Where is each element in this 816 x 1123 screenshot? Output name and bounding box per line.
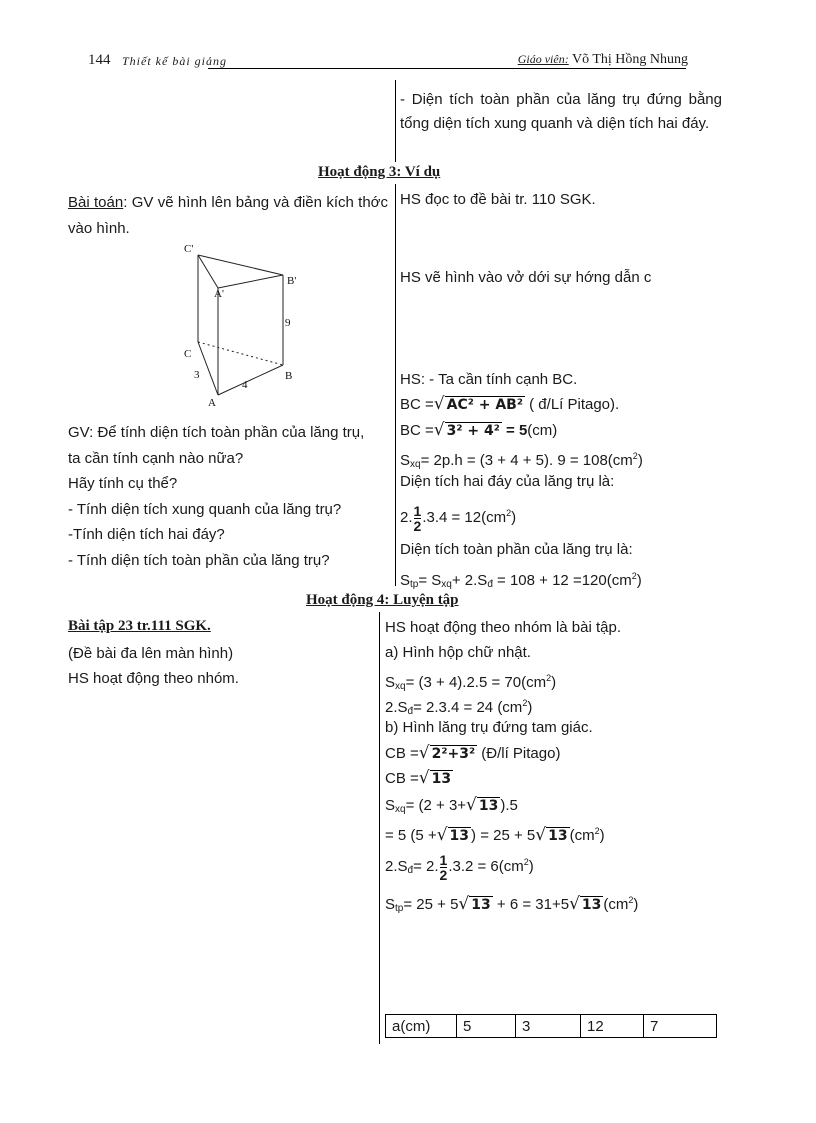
sup-2: 2 (632, 451, 638, 461)
frac-den: 2 (439, 866, 448, 883)
equals-s: = S (418, 572, 442, 589)
problem-text: : GV vẽ hình lên bảng và điền kích thớc vào hình. (68, 194, 389, 237)
radicand-13: 13 (471, 897, 491, 913)
gv-q5: -Tính diện tích hai đáy? (68, 526, 225, 543)
label-c: C (184, 348, 192, 360)
coef-2: 2. (400, 509, 413, 526)
radicand-13: 13 (478, 798, 499, 814)
bc-label: BC = (400, 396, 434, 413)
sup-2: 2 (523, 857, 529, 867)
page-number: 144 (88, 52, 111, 68)
frac-den: 2 (413, 517, 422, 534)
book-title: Thiết kế bài giảng (122, 54, 227, 68)
label-a: A (208, 397, 216, 409)
bc-result: = 5 (506, 422, 528, 439)
exercise-title: Bài tập 23 tr.111 SGK. (68, 618, 211, 634)
equals-2: = 2. (413, 858, 439, 875)
base-area-value: .3.4 = 12(cm (422, 509, 507, 526)
fraction-half (414, 504, 422, 533)
table-cell: 12 (581, 1015, 644, 1038)
fraction-half (440, 853, 448, 882)
sub-xq: xq (395, 804, 406, 815)
total-area-title: Diện tích toàn phần của lăng trụ là: (400, 541, 633, 558)
s-symbol: S (400, 452, 411, 469)
column-divider-bottom (379, 612, 380, 1044)
problem-label: Bài toán (68, 194, 124, 211)
page-header (88, 52, 688, 72)
radicand-13: 13 (581, 897, 602, 913)
gv-q1: GV: Để tính diện tích toàn phần của lăng trụ, (68, 424, 365, 441)
bc-value (400, 420, 557, 441)
expr-1: = 25 + 5 (403, 896, 459, 913)
part-b-stp (385, 890, 638, 919)
s-symbol: S (385, 797, 396, 814)
unit-cm: (cm (603, 896, 629, 913)
part-b-sxq-result (385, 821, 605, 846)
sup-2: 2 (594, 826, 600, 836)
header-rule (208, 68, 686, 69)
edge-ca (198, 342, 218, 395)
edge-c1b1 (198, 255, 283, 275)
sqrt-icon: √ (535, 825, 547, 845)
part-a-title: a) Hình hộp chữ nhật. (385, 644, 531, 661)
label-b1: B' (287, 275, 297, 287)
hs-read-problem: HS đọc to đề bài tr. 110 SGK. (400, 191, 596, 208)
problem-statement (68, 190, 388, 242)
pythagoras-note: (Đ/lí Pitago) (481, 745, 561, 762)
stp-formula (400, 566, 642, 595)
part-b-title: b) Hình lăng trụ đứng tam giác. (385, 719, 593, 736)
cb-radicand: 13 (431, 771, 452, 787)
bc-unit: (cm) (527, 422, 558, 439)
cb-radicand: 2²+3² (431, 746, 476, 762)
paren: ) (599, 827, 605, 844)
sub-tp: tp (410, 579, 419, 590)
part-b-cb (385, 743, 560, 764)
part-b-sd (385, 846, 534, 883)
stp-value: = 108 + 12 =120(cm (492, 572, 632, 589)
teacher-info (518, 52, 688, 68)
unit-cm: (cm (569, 827, 595, 844)
sqrt-icon: √ (466, 795, 477, 815)
column-divider-mid (395, 184, 396, 586)
sub-d: đ (407, 706, 414, 717)
expr-1: = 5 (5 + (385, 827, 437, 844)
paren: ) (633, 896, 639, 913)
label-a1: A' (214, 288, 224, 300)
cb-label: CB = (385, 770, 419, 787)
label-height: 9 (285, 317, 291, 329)
sqrt-icon: √ (436, 825, 448, 845)
sub-d: đ (407, 865, 414, 876)
teacher-name: Võ Thị Hồng Nhung (571, 52, 688, 67)
hs-draw-figure: HS vẽ hình vào vở dới sự hớng dẫn c (400, 269, 652, 286)
exercise-group: HS hoạt động theo nhóm. (68, 670, 239, 687)
label-ab: 4 (242, 379, 248, 391)
frac-num: 1 (413, 502, 422, 519)
paren: ) (527, 699, 533, 716)
bc-radicand-2: 3² + 4² (446, 423, 500, 439)
gv-q4: - Tính diện tích xung quanh của lăng trụ? (68, 500, 342, 518)
activity4-title: Hoạt động 4: Luyện tập (306, 592, 459, 608)
teacher-label: Giáo viên: (517, 52, 569, 66)
b-sxq-expr: = (2 + 3+ (405, 797, 467, 814)
sub-xq: xq (441, 579, 452, 590)
paren: ) (551, 674, 557, 691)
base-area-formula (400, 498, 517, 534)
sub-d: đ (487, 579, 493, 590)
sqrt-icon: √ (418, 768, 430, 788)
hs-need-bc: HS: - Ta cần tính cạnh BC. (400, 371, 578, 388)
plus-2s: + 2.S (451, 572, 488, 589)
bc-formula (400, 394, 619, 415)
sup-2: 2 (546, 673, 552, 683)
label-b: B (285, 370, 293, 382)
expr-2: ) = 25 + 5 (471, 827, 536, 844)
base-area-title: Diện tích hai đáy của lăng trụ là: (400, 473, 615, 490)
pythagoras-note: ( đ/Lí Pitago). (529, 396, 620, 413)
gv-q6: - Tính diện tích toàn phần của lăng trụ? (68, 551, 330, 569)
edge-a1b1 (218, 275, 283, 288)
sqrt-icon: √ (418, 743, 430, 763)
table-cell: 3 (516, 1015, 581, 1038)
table-cell: 7 (644, 1015, 717, 1038)
gv-q3: Hãy tính cụ thể? (68, 475, 178, 492)
paren: ) (528, 858, 534, 875)
part-b-sxq (385, 795, 518, 820)
sqrt-icon: √ (569, 894, 580, 914)
column-divider-top (395, 80, 396, 162)
table-cell: a(cm) (386, 1015, 457, 1038)
gv-q2: ta cần tính cạnh nào nữa? (68, 449, 244, 467)
b-sxq-tail: ).5 (500, 797, 518, 814)
frac-num: 1 (439, 851, 448, 868)
intro-text: - Diện tích toàn phần của lăng trụ đứng bằng tổng diện tích xung quanh và diện tích hai đáy. (400, 91, 722, 132)
radicand-13: 13 (548, 828, 568, 844)
part-b-cb-value (385, 768, 453, 789)
prism-figure (170, 240, 310, 410)
sup-2: 2 (506, 508, 512, 518)
label-ac: 3 (194, 369, 200, 381)
dimension-table (385, 1014, 717, 1038)
a-sxq-value: = (3 + 4).2.5 = 70(cm (405, 674, 547, 691)
two-s: 2.S (385, 699, 408, 716)
edge-cb-hidden (198, 342, 283, 365)
group-work: HS hoạt động theo nhóm là bài tập. (385, 619, 622, 636)
sub-xq: xq (395, 681, 406, 692)
sup-2: 2 (628, 895, 634, 905)
sxq-value: = 2p.h = (3 + 4 + 5). 9 = 108(cm (420, 452, 633, 469)
exercise-note: (Đề bài đa lên màn hình) (68, 645, 234, 662)
sub-tp: tp (395, 903, 404, 914)
two-s: 2.S (385, 858, 408, 875)
table-row (386, 1015, 717, 1038)
paren: ) (637, 452, 643, 469)
label-c1: C' (184, 243, 194, 255)
edge-c1a1 (198, 255, 218, 288)
sup-2: 2 (522, 698, 528, 708)
edge-ab (218, 365, 283, 395)
s-symbol: S (400, 572, 411, 589)
a-sd-value: = 2.3.4 = 24 (cm (413, 699, 523, 716)
radicand-13: 13 (449, 828, 470, 844)
sup-2: 2 (631, 571, 637, 581)
s-symbol: S (385, 674, 396, 691)
expr-2: + 6 = 31+5 (492, 896, 570, 913)
bc-radicand: AC² + AB² (446, 397, 523, 413)
activity3-title: Hoạt động 3: Ví dụ (318, 164, 441, 180)
table-cell: 5 (457, 1015, 516, 1038)
sqrt-icon: √ (458, 894, 470, 914)
paren: ) (636, 572, 642, 589)
sub-xq: xq (410, 459, 421, 470)
bc-label-2: BC = (400, 422, 434, 439)
b-sd-value: .3.2 = 6(cm (448, 858, 524, 875)
paren: ) (511, 509, 517, 526)
sqrt-icon: √ (433, 394, 445, 414)
sqrt-icon: √ (433, 420, 445, 440)
sxq-formula (400, 446, 643, 475)
cb-label: CB = (385, 745, 419, 762)
gv-questions (68, 420, 390, 573)
s-symbol: S (385, 896, 396, 913)
